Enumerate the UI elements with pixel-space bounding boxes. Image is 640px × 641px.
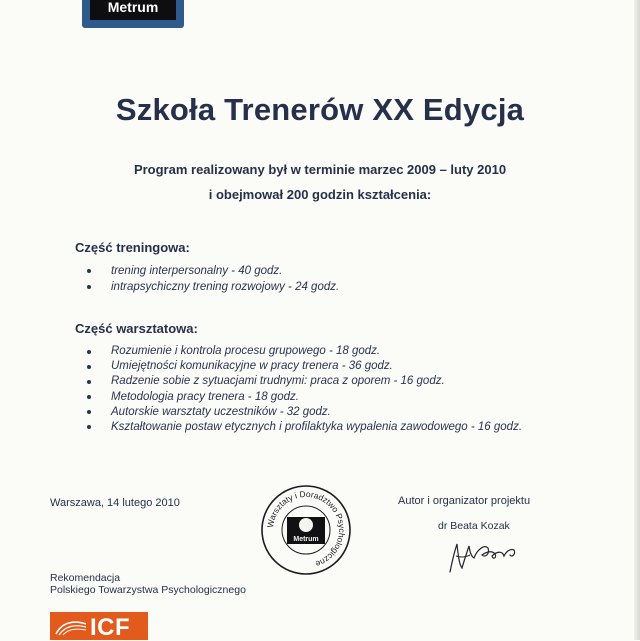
seal-center-text: Metrum <box>293 536 319 543</box>
list-item <box>87 420 522 435</box>
program-hours-text: i obejmował 200 godzin kształcenia: <box>208 187 432 202</box>
author-role: Autor i organizator projektu <box>398 495 531 507</box>
recommendation-organization: Polskiego Towarzystwa Psychologicznego <box>50 584 246 596</box>
list-item <box>87 374 522 389</box>
bullet-icon <box>87 285 91 289</box>
list-item-text: intrapsychiczny trening rozwojowy - 24 godz. <box>111 281 340 293</box>
bullet-icon <box>87 365 91 369</box>
recommendation-label: Rekomendacja <box>50 572 121 584</box>
list-item <box>87 405 522 420</box>
icf-swoosh-icon <box>54 618 88 636</box>
list-item-text: Autorskie warsztaty uczestników - 32 godz. <box>111 405 331 418</box>
list-item-text: Umiejętności komunikacyjne w pracy trenera - 36 godz. <box>111 360 393 373</box>
place-and-date: Warszawa, 14 lutego 2010 <box>50 497 180 509</box>
bullet-icon <box>87 269 91 273</box>
bullet-icon <box>87 350 91 354</box>
bullet-icon <box>87 380 91 384</box>
author-name: dr Beata Kozak <box>438 520 510 532</box>
program-period-text: Program realizowany był w terminie marzec 2009 – luty 2010 <box>133 162 507 177</box>
list-item <box>87 359 522 374</box>
list-item-text: Radzenie sobie z sytuacjami trudnymi: praca z oporem - 16 godz. <box>111 375 445 388</box>
metrum-logo-text: Metrum <box>90 0 176 20</box>
list-item-text: trening interpersonalny - 40 godz. <box>111 265 283 277</box>
workshop-section-heading: Część warsztatowa: <box>75 321 198 336</box>
training-items-list <box>87 263 339 295</box>
bullet-icon <box>87 410 91 414</box>
list-item-text: Rozumienie i kontrola procesu grupowego - 18 godz. <box>111 345 381 357</box>
certificate-title: Szkoła Trenerów XX Edycja <box>115 92 525 127</box>
bullet-icon <box>87 425 91 429</box>
list-item-text: Metodologia pracy trenera - 18 godz. <box>111 390 299 403</box>
metrum-logo-top <box>82 0 184 28</box>
metrum-stamp-seal <box>260 484 352 576</box>
list-item <box>87 263 339 279</box>
bullet-icon <box>87 395 91 399</box>
workshop-items-list <box>87 344 522 435</box>
training-section-heading: Część treningowa: <box>75 240 190 255</box>
list-item-text: Kształtowanie postaw etycznych i profilaktyka wypalenia zawodowego - 16 godz. <box>111 420 523 433</box>
list-item <box>87 390 522 405</box>
icf-logo-text: ICF <box>90 614 131 641</box>
handwritten-signature <box>440 528 530 580</box>
list-item <box>87 279 339 295</box>
list-item <box>87 344 522 359</box>
icf-logo <box>50 612 148 640</box>
seal-ring-text: Warsztaty i Doradztwo Psychologiczne <box>264 488 348 570</box>
